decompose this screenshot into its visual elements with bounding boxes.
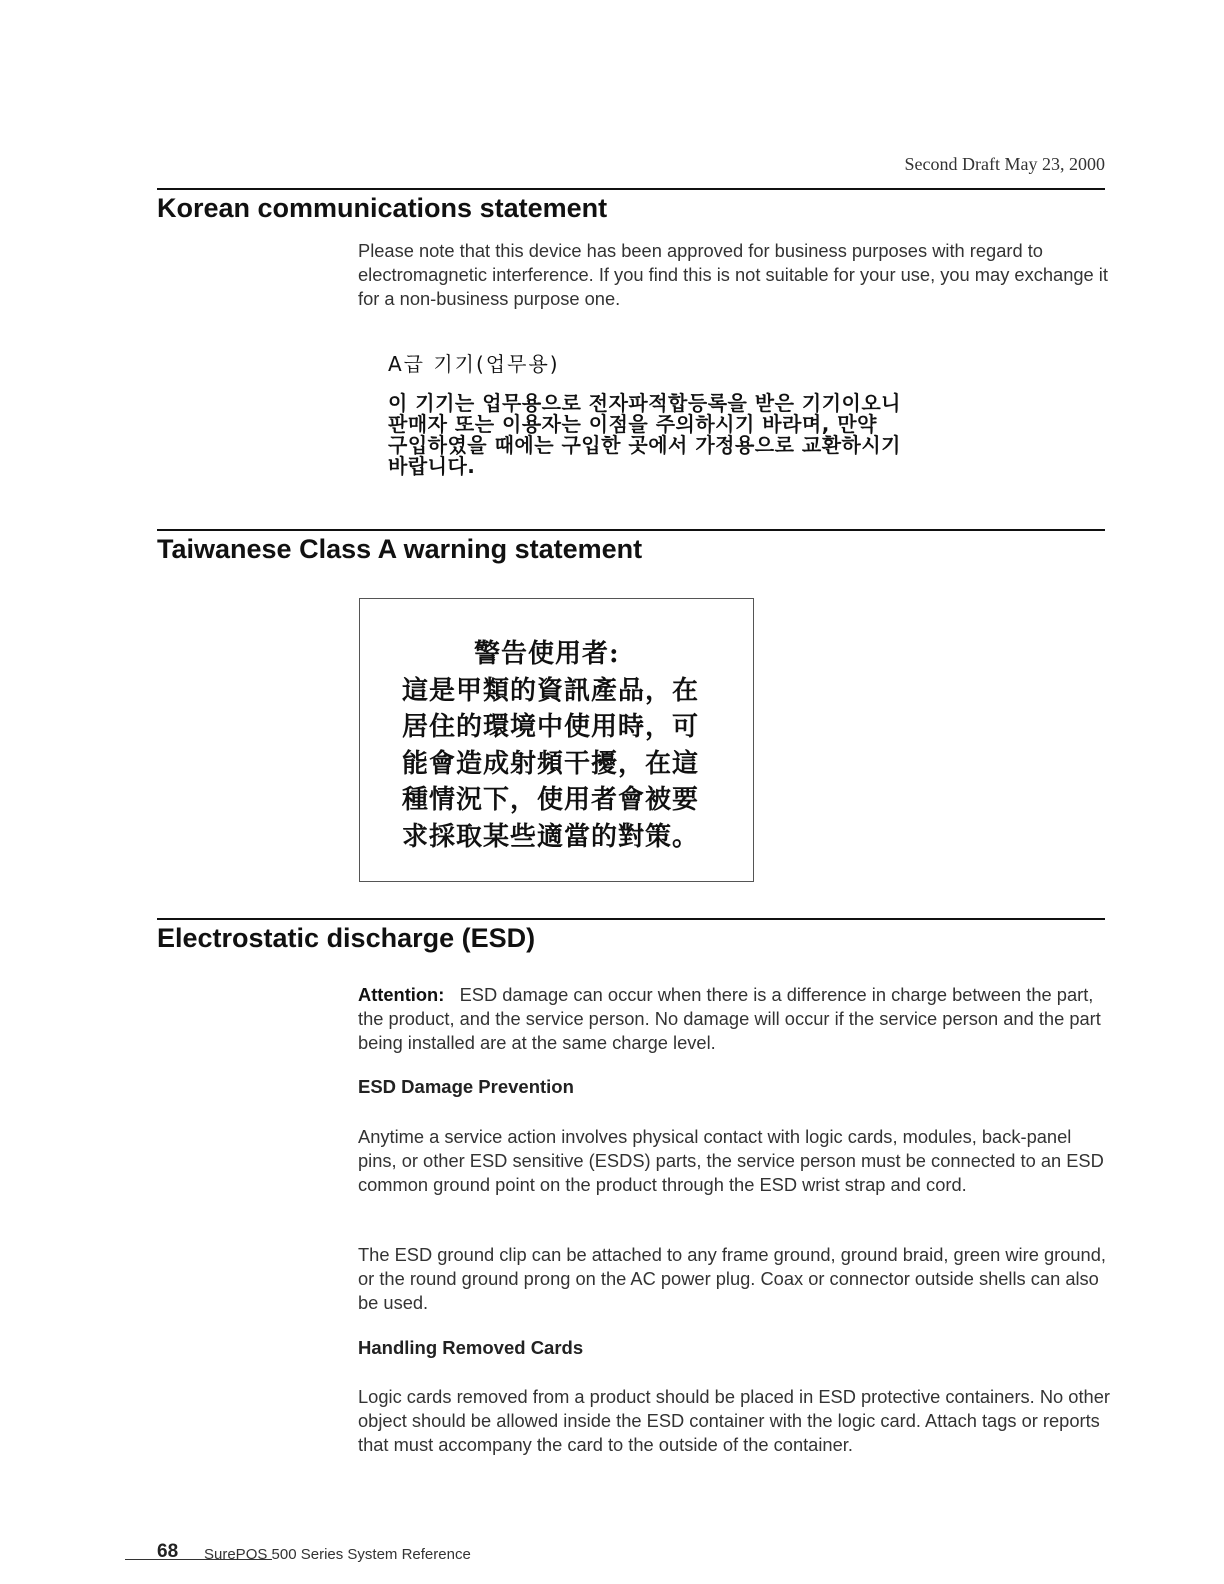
taiwanese-warning-line: 求採取某些適當的對策。 xyxy=(402,821,700,852)
esd-prevention-paragraph-2: The ESD ground clip can be attached to any frame ground, ground braid, green wire ground, or the round ground prong on the AC power plug. Coax or connector outside shells can also be used. xyxy=(358,1244,1106,1313)
handling-heading: Handling Removed Cards xyxy=(358,1337,584,1358)
esd-prevention-paragraph-1: Anytime a service action involves physical contact with logic cards, modules, back-panel pins, or other ESD sensitive (ESDS) parts, the service person must be connected to an ESD common ground point on the product through the ESD wrist strap and cord. xyxy=(358,1126,1104,1195)
handling-paragraph: Logic cards removed from a product should be placed in ESD protective containers. No other object should be allowed inside the ESD container with the logic card. Attach tags or reports that must accompany the card to the outside of the container. xyxy=(358,1386,1110,1455)
footer-book-title: SurePOS 500 Series System Reference xyxy=(204,1546,471,1563)
attention-paragraph xyxy=(358,983,1108,1055)
korean-paragraph: Please note that this device has been approved for business purposes with regard to electromagnetic interference. If you find this is not suitable for your use, you may exchange it for a non-business purpose one. xyxy=(358,240,1108,309)
section-divider xyxy=(157,918,1105,920)
taiwanese-section-title: Taiwanese Class A warning statement xyxy=(157,534,643,564)
korean-notice-line: 이 기기는 업무용으로 전자파적합등록을 받은 기기이오니 xyxy=(388,391,901,415)
taiwanese-warning-text xyxy=(402,636,722,855)
esd-prevention-heading: ESD Damage Prevention xyxy=(358,1076,574,1097)
section-divider xyxy=(157,188,1105,190)
taiwanese-warning-line: 種情況下，使用者會被要 xyxy=(402,785,700,815)
attention-text: ESD damage can occur when there is a difference in charge between the part, the product, and the service person. No damage will occur if the service person and the part being installed are at the same charge level. xyxy=(358,984,1101,1053)
korean-notice-title: A급 기기(업무용) xyxy=(388,352,560,376)
attention-label: Attention: xyxy=(358,984,445,1005)
taiwanese-warning-line: 居住的環境中使用時，可 xyxy=(402,712,700,742)
korean-notice-line: 바랍니다. xyxy=(388,454,476,478)
taiwanese-warning-line: 這是甲類的資訊產品，在 xyxy=(402,675,700,706)
korean-notice-body xyxy=(388,393,988,477)
taiwanese-warning-line: 能會造成射頻干擾，在這 xyxy=(402,748,700,779)
korean-section-title: Korean communications statement xyxy=(157,193,608,223)
esd-section-title: Electrostatic discharge (ESD) xyxy=(157,923,536,953)
taiwanese-warning-line: 警告使用者: xyxy=(474,639,620,669)
korean-notice-line: 판매자 또는 이용자는 이점을 주의하시기 바라며, 만약 xyxy=(388,412,877,436)
draft-label: Second Draft May 23, 2000 xyxy=(904,154,1105,174)
page-number: 68 xyxy=(157,1541,179,1562)
section-divider xyxy=(157,529,1105,531)
korean-notice-line: 구입하였을 때에는 구입한 곳에서 가정용으로 교환하시기 xyxy=(388,433,901,457)
